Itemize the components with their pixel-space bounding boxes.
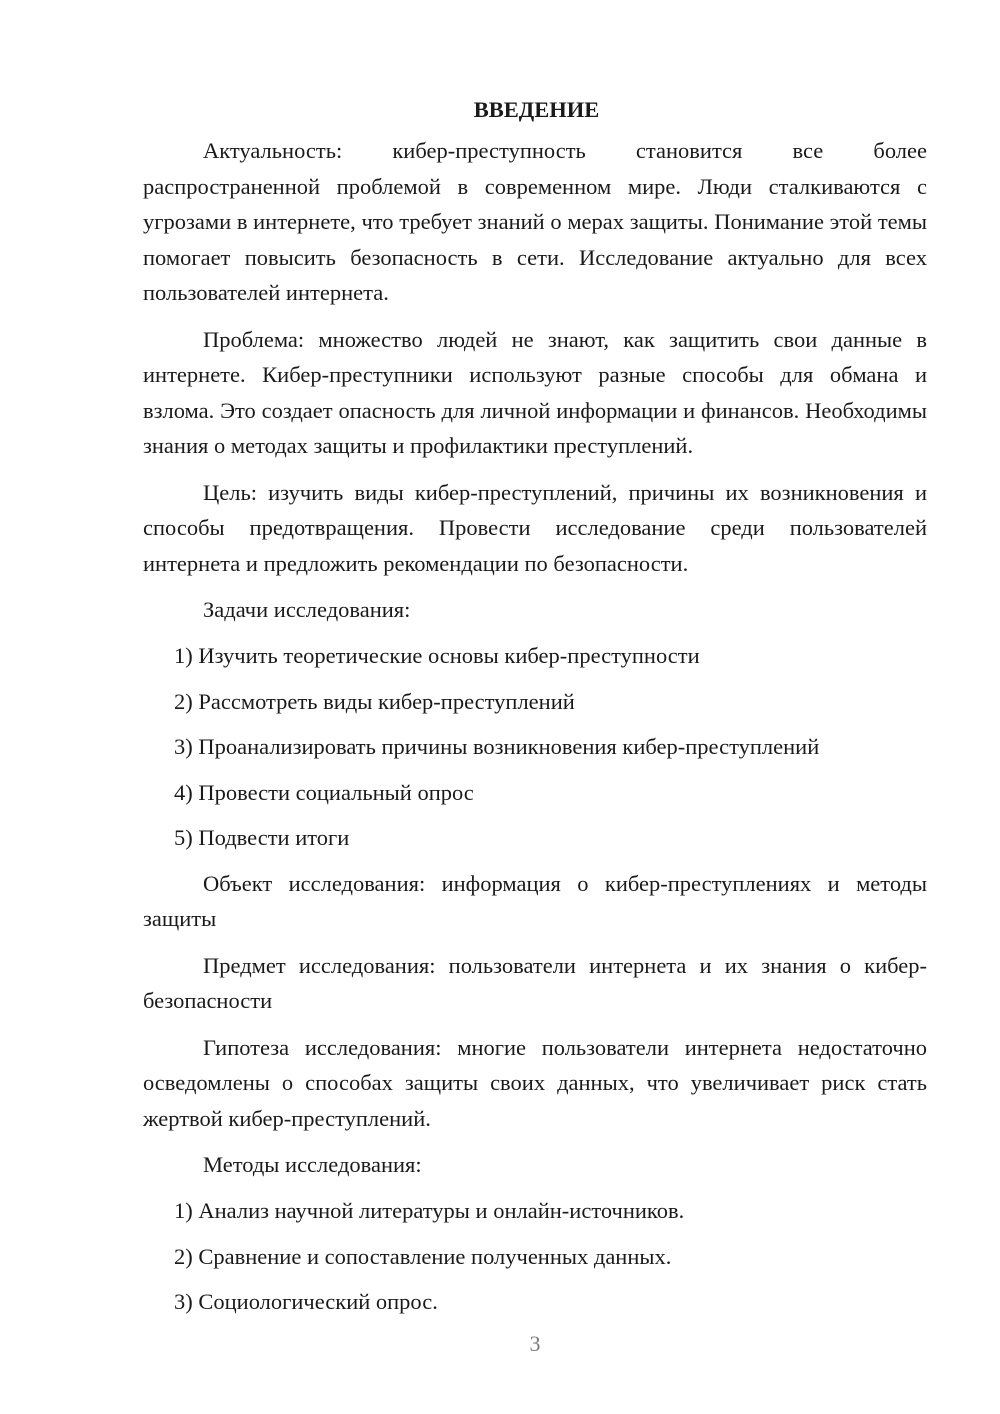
page-content [143,92,927,1330]
section-title: ВВЕДЕНИЕ [473,97,600,122]
page-number: 3 [529,1331,541,1356]
methods-heading: Методы исследования: [203,1152,422,1177]
subject-paragraph: Предмет исследования: пользователи интернета и их знания о кибер-безопасности [143,952,927,1013]
relevance-paragraph: Актуальность: кибер-преступность становится все более распространенной проблемой в современном мире. Люди сталкиваются с угрозами в интернете, что требует знаний о мерах защиты. Понимание этой темы помогает повысить безопасность в сети. Исследование актуально для всех пользователей интернета. [143,138,927,305]
problem-paragraph: Проблема: множество людей не знают, как защитить свои данные в интернете. Кибер-преступники используют разные способы для обмана и взлома. Это создает опасность для личной информации и финансов. Необходимы знания о методах защиты и профилактики преступлений. [143,326,927,458]
task-item: 3) Проанализировать причины возникновения кибер-преступлений [174,734,820,759]
task-item: 5) Подвести итоги [174,825,350,850]
task-item: 1) Изучить теоретические основы кибер-преступности [174,643,700,668]
tasks-heading: Задачи исследования: [203,597,411,622]
method-item: 3) Социологический опрос. [174,1289,438,1314]
methods-list [143,1193,927,1319]
tasks-list [143,638,927,855]
method-item: 1) Анализ научной литературы и онлайн-источников. [174,1198,685,1223]
method-item: 2) Сравнение и сопоставление полученных данных. [174,1243,672,1269]
goal-paragraph: Цель: изучить виды кибер-преступлений, причины их возникновения и способы предотвращения. Провести исследование среди пользователей интернета и предложить рекомендации по безопасности. [143,479,927,576]
task-item: 2) Рассмотреть виды кибер-преступлений [174,688,575,714]
object-paragraph: Объект исследования: информация о кибер-преступлениях и методы защиты [143,870,927,931]
task-item: 4) Провести социальный опрос [174,779,474,805]
hypothesis-paragraph: Гипотеза исследования: многие пользователи интернета недостаточно осведомлены о способах защиты своих данных, что увеличивает риск стать жертвой кибер-преступлений. [143,1034,927,1131]
